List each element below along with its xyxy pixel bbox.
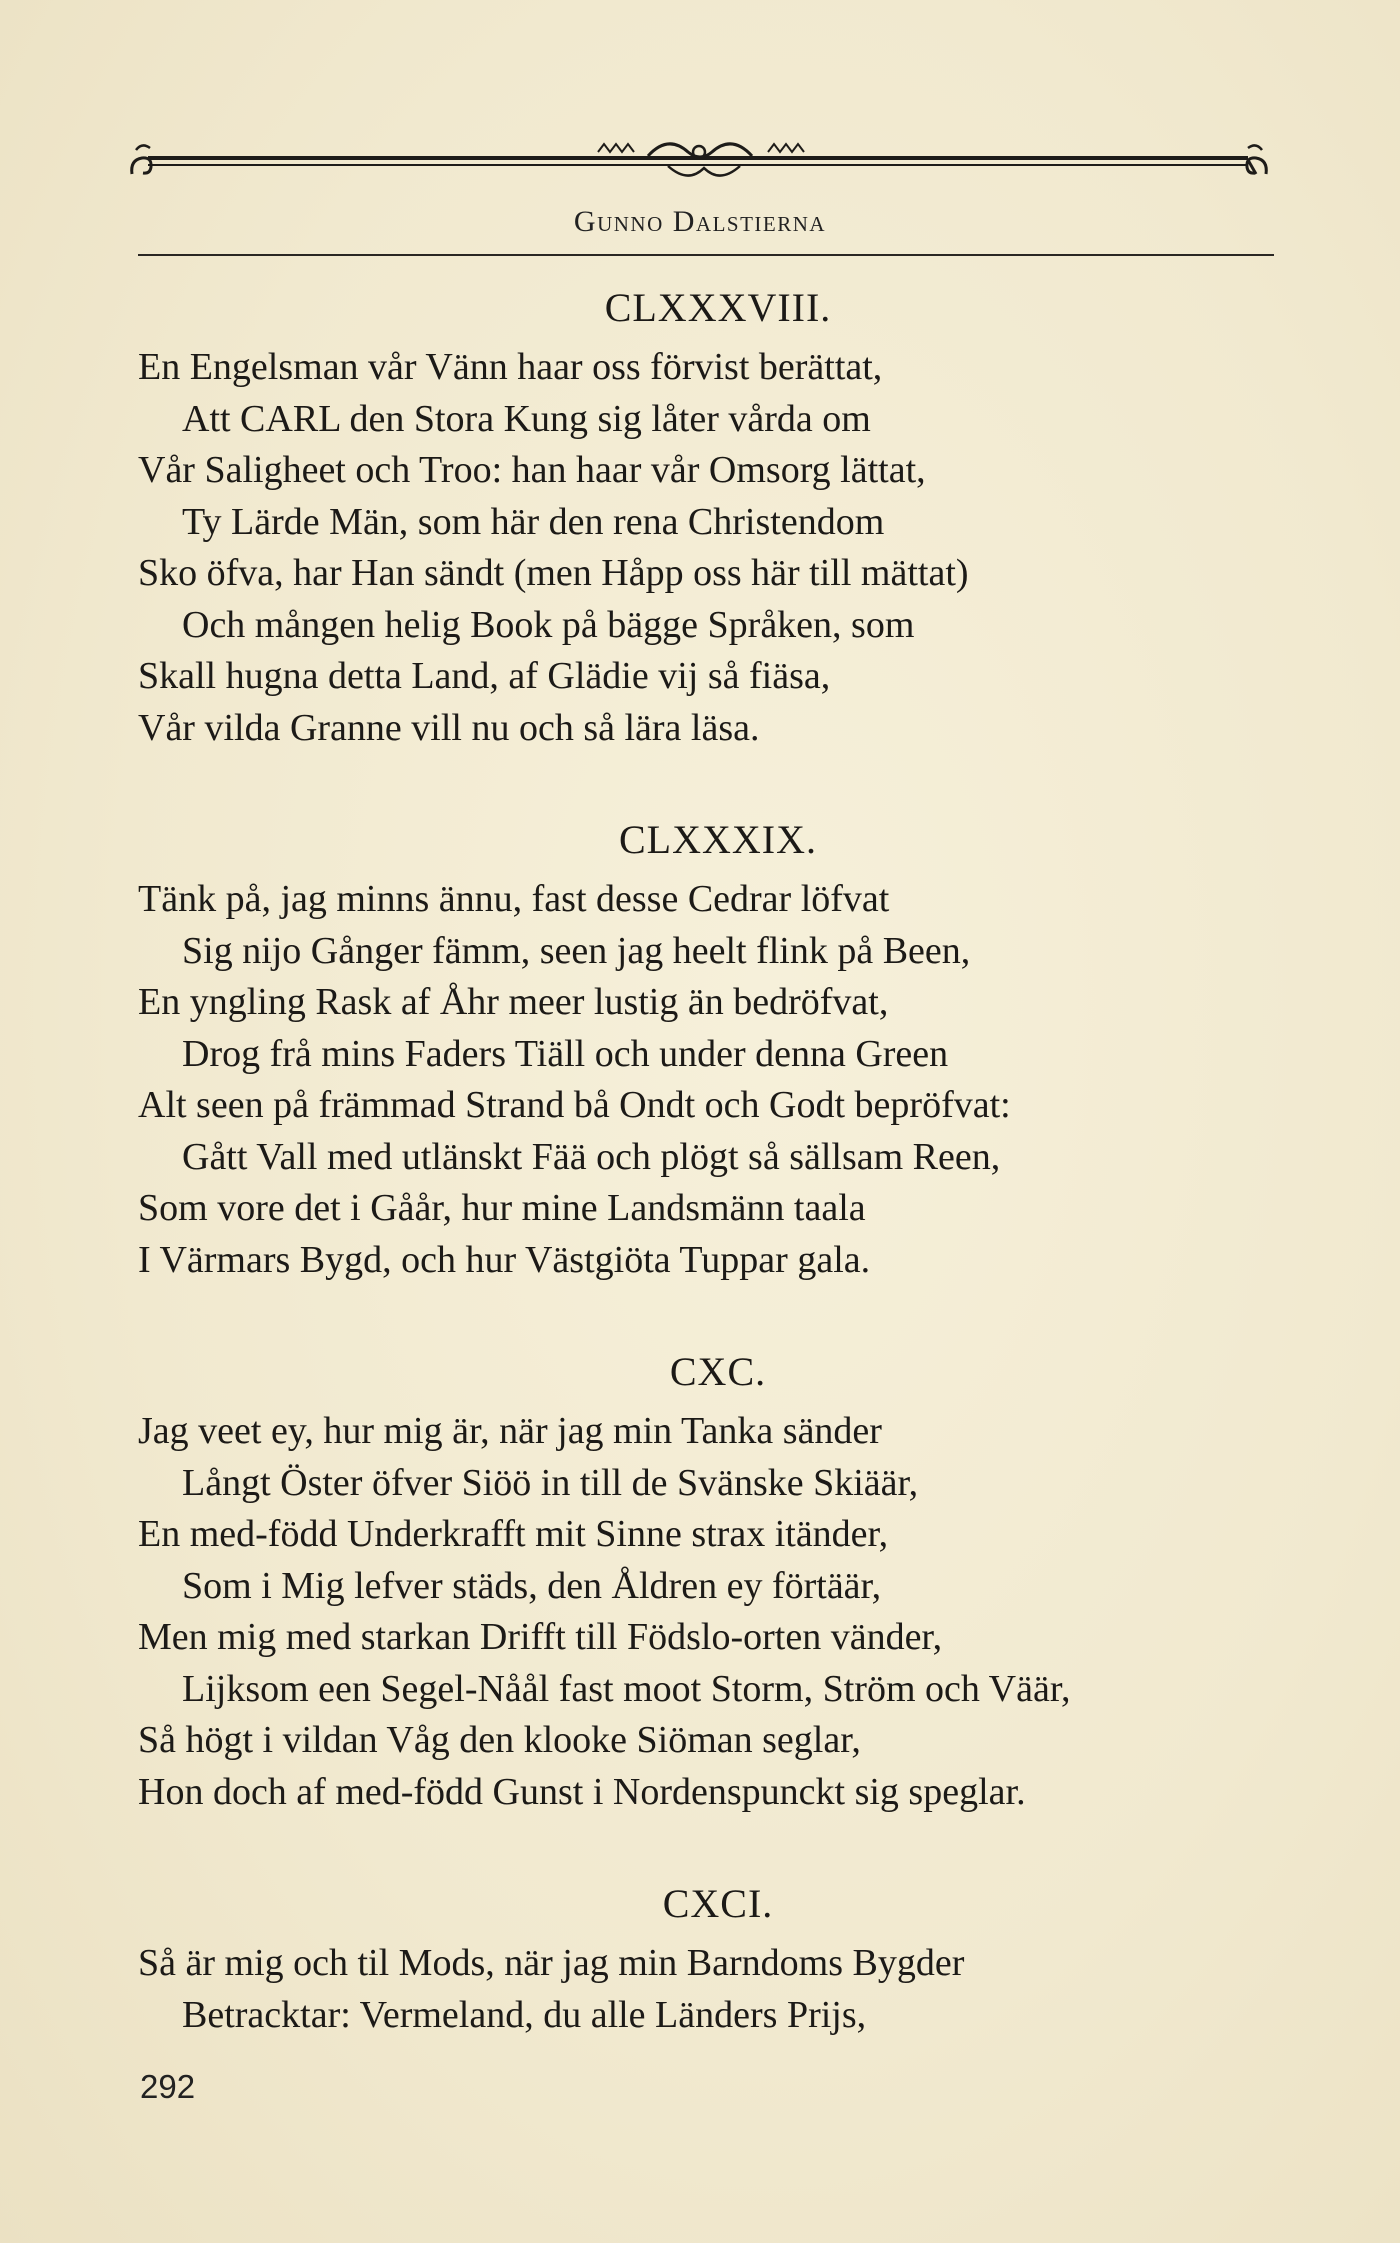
verse-line: Jag veet ey, hur mig är, när jag min Tanka sänder xyxy=(138,1410,882,1452)
verse-line: Betracktar: Vermeland, du alle Länders Prijs, xyxy=(182,1993,867,2036)
verse-line: Så högt i vildan Våg den klooke Siöman seglar, xyxy=(138,1719,861,1761)
stanza-numeral: CLXXXIX. xyxy=(619,817,817,862)
verse-line: Sko öfva, har Han sändt (men Håpp oss här till mättat) xyxy=(138,552,969,594)
verse-line: Så är mig och til Mods, när jag min Barndoms Bygder xyxy=(138,1942,965,1984)
verse-line: Vår Saligheet och Troo: han haar vår Omsorg lättat, xyxy=(138,449,926,491)
verse-line: Ty Lärde Män, som här den rena Christendom xyxy=(182,500,885,543)
verse-line: I Värmars Bygd, och hur Västgiöta Tuppar gala. xyxy=(138,1238,871,1281)
verse-line: Att CARL den Stora Kung sig låter vårda om xyxy=(182,397,871,440)
verse-line: Drog frå mins Faders Tiäll och under denna Green xyxy=(182,1032,949,1075)
verse-line: Hon doch af med-född Gunst i Nordenspunckt sig speglar. xyxy=(138,1770,1026,1813)
verse-line: En yngling Rask af Åhr meer lustig än bedröfvat, xyxy=(138,981,889,1023)
stanza-clxxxix xyxy=(138,814,1298,1286)
verse-line: Skall hugna detta Land, af Glädie vij så fiäsa, xyxy=(138,655,831,697)
verse-line: Långt Öster öfver Siöö in till de Svänske Skiäär, xyxy=(182,1461,919,1504)
stanza-cxci xyxy=(138,1878,1298,2041)
verse-line: Och mången helig Book på bägge Språken, som xyxy=(182,603,915,646)
stanza-clxxxviii xyxy=(138,282,1298,754)
verse-line: Vår vilda Granne vill nu och så lära läsa. xyxy=(138,706,760,749)
stanza-numeral: CLXXXVIII. xyxy=(604,285,832,330)
running-head: Gunno Dalstierna xyxy=(573,205,827,238)
verse-line: Som vore det i Gåår, hur mine Landsmänn taala xyxy=(138,1187,866,1229)
verse-line: En med-född Underkrafft mit Sinne strax itänder, xyxy=(138,1513,889,1555)
verse-line: Som i Mig lefver städs, den Åldren ey förtäär, xyxy=(182,1564,882,1607)
stanza-numeral: CXCI. xyxy=(662,1881,774,1926)
stanza-cxc xyxy=(138,1346,1298,1818)
verse-line: Gått Vall med utlänskt Fää och plögt så sällsam Reen, xyxy=(182,1135,1001,1178)
stanza-numeral: CXC. xyxy=(669,1349,767,1394)
ornamental-headpiece xyxy=(128,138,1270,190)
page-number: 292 xyxy=(140,2068,196,2105)
verse-line: Lijksom een Segel-Nåål fast moot Storm, Ström och Väär, xyxy=(182,1667,1071,1710)
verse-line: Men mig med starkan Drifft till Födslo-orten vänder, xyxy=(138,1616,943,1658)
verse-line: En Engelsman vår Vänn haar oss förvist berättat, xyxy=(138,346,883,388)
header-rule xyxy=(138,254,1274,256)
verse-line: Tänk på, jag minns ännu, fast desse Cedrar löfvat xyxy=(138,878,890,920)
verse-line: Sig nijo Gånger fämm, seen jag heelt flink på Been, xyxy=(182,929,971,972)
verse-line: Alt seen på främmad Strand bå Ondt och Godt bepröfvat: xyxy=(138,1084,1011,1126)
